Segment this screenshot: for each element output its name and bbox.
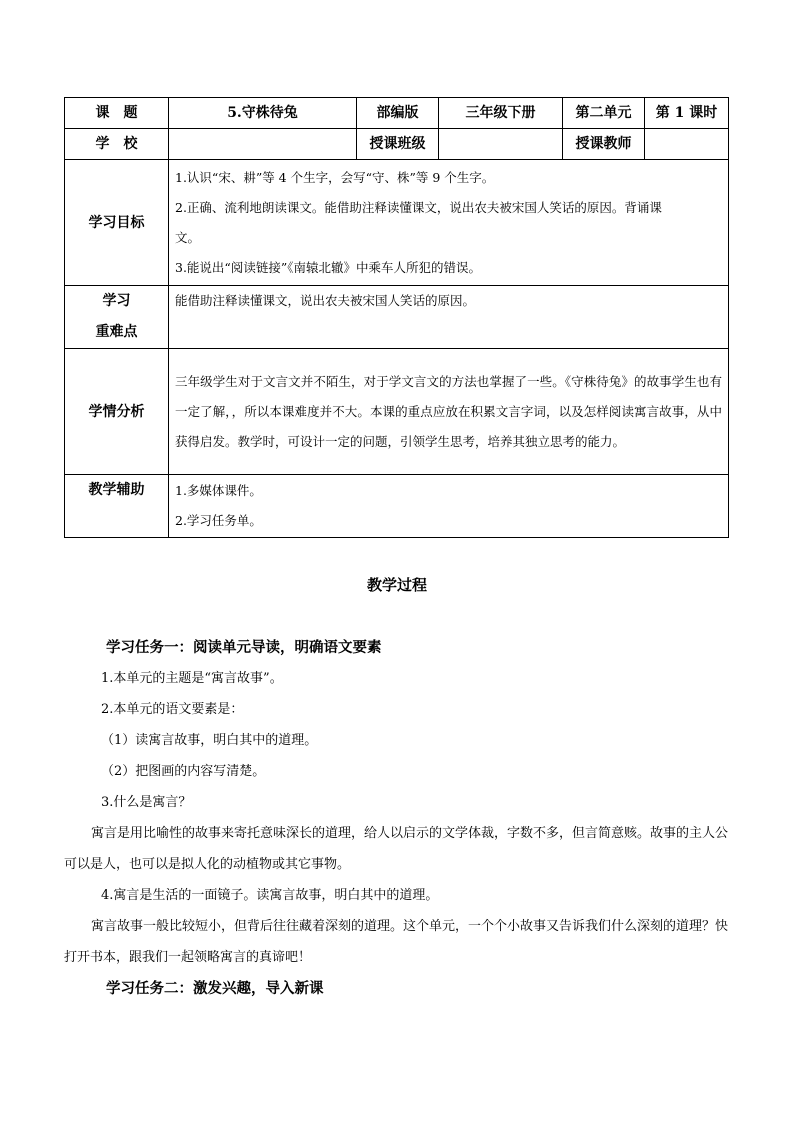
process-content	[64, 632, 729, 1004]
class-value	[439, 129, 563, 160]
body-line: 3.什么是寓言？	[101, 795, 192, 810]
body-paragraph: 寓言故事一般比较短小，但背后往往藏着深刻的道理。这个单元，一个个小故事又告诉我们什么深刻的道理？快打开书本，跟我们一起领略寓言的真谛吧！	[64, 919, 729, 965]
body-line: 4.寓言是生活的一面镜子。读寓言故事，明白其中的道理。	[101, 888, 439, 903]
key-points-text: 能借助注释读懂课文，说出农夫被宋国人笑话的原因。	[169, 286, 729, 349]
body-line: 2.本单元的语文要素是：	[101, 702, 244, 717]
task2-heading: 学习任务二：激发兴趣，导入新课	[106, 980, 324, 997]
aid-item: 2.学习任务单。	[175, 513, 262, 528]
school-value	[169, 129, 357, 160]
table-row-key-points	[65, 286, 729, 349]
goal-item: 2.正确、流利地朗读课文。能借助注释读懂课文，说出农夫被宋国人笑话的原因。背诵课	[175, 199, 662, 215]
goal-item: 1.认识“宋、耕”等 4 个生字，会写“守、株”等 9 个生字。	[175, 169, 495, 185]
grade: 三年级下册	[439, 98, 563, 129]
body-paragraph: 寓言是用比喻性的故事来寄托意味深长的道理，给人以启示的文学体裁，字数不多，但言简意赅。故事的主人公可以是人，也可以是拟人化的动植物或其它事物。	[64, 826, 729, 872]
period: 第 1 课时	[645, 98, 729, 129]
table-row-title	[65, 98, 729, 129]
lesson-info-table	[64, 97, 729, 538]
school-label: 学 校	[65, 129, 169, 160]
analysis-text: 三年级学生对于文言文并不陌生，对于学文言文的方法也掌握了一些。《守株待兔》的故事学生也有一定了解，，所以本课难度并不大。本课的重点应放在积累文言字词，以及怎样阅读寓言故事，从中获得启发。教学时，可设计一定的问题，引领学生思考，培养其独立思考的能力。	[169, 349, 729, 475]
body-line: （1）读寓言故事，明白其中的道理。	[101, 733, 318, 748]
aids-list	[169, 475, 729, 538]
teacher-value	[645, 129, 729, 160]
table-row-analysis	[65, 349, 729, 475]
goal-item: 文。	[175, 229, 201, 245]
unit: 第二单元	[563, 98, 645, 129]
goals-list	[169, 160, 729, 286]
teacher-label: 授课教师	[563, 129, 645, 160]
key-points-label: 学习 重难点	[65, 286, 169, 349]
body-line: （2）把图画的内容写清楚。	[101, 764, 266, 779]
task1-heading: 学习任务一：阅读单元导读，明确语文要素	[106, 639, 382, 656]
lesson-title: 5.守株待兔	[169, 98, 357, 129]
aid-item: 1.多媒体课件。	[175, 483, 262, 498]
lesson-label: 课 题	[65, 98, 169, 129]
analysis-label: 学情分析	[65, 349, 169, 475]
edition: 部编版	[357, 98, 439, 129]
body-line: 1.本单元的主题是“寓言故事”。	[101, 671, 283, 686]
table-row-school	[65, 129, 729, 160]
goals-label: 学习目标	[65, 160, 169, 286]
class-label: 授课班级	[357, 129, 439, 160]
table-row-aids	[65, 475, 729, 538]
aids-label: 教学辅助	[65, 475, 169, 538]
process-title: 教学过程	[366, 576, 427, 594]
goal-item: 3.能说出“阅读链接”《南辕北辙》中乘车人所犯的错误。	[175, 259, 481, 275]
table-row-goals	[65, 160, 729, 286]
